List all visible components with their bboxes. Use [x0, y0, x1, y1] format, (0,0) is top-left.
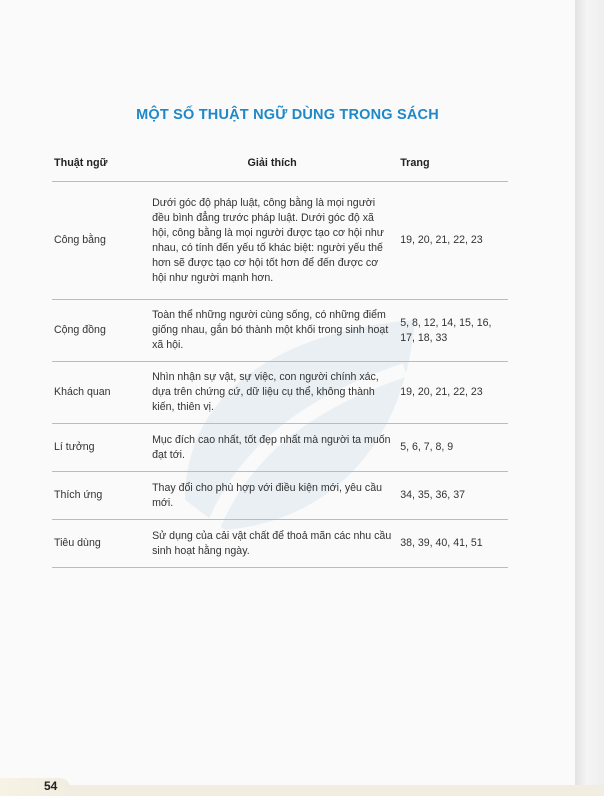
explanation-cell: Thay đổi cho phù hợp với điều kiện mới, yêu cầu mới.: [152, 472, 400, 520]
header-term: Thuật ngữ: [52, 150, 152, 182]
glossary-table: [52, 150, 508, 568]
page-edge: [575, 0, 604, 796]
pages-cell: 5, 6, 7, 8, 9: [400, 424, 508, 472]
explanation-cell: Dưới góc độ pháp luật, công bằng là mọi người đều bình đẳng trước pháp luật. Dưới góc độ xã hội, công bằng là mọi người được tạo cơ hội như nhau, có tính đến yếu tố khác biệt: người yếu thế hơn sẽ được tạo cơ hội tốt hơn để đến được cơ hội như người mạnh hơn.: [152, 182, 400, 300]
pages-cell: 38, 39, 40, 41, 51: [400, 520, 508, 568]
explanation-cell: Mục đích cao nhất, tốt đẹp nhất mà người ta muốn đạt tới.: [152, 424, 400, 472]
explanation-cell: Sử dụng của cải vật chất để thoả mãn các nhu cầu sinh hoạt hằng ngày.: [152, 520, 400, 568]
term-cell: Lí tưởng: [52, 424, 152, 472]
term-cell: Tiêu dùng: [52, 520, 152, 568]
header-pages: Trang: [400, 150, 508, 182]
pages-cell: 5, 8, 12, 14, 15, 16, 17, 18, 33: [400, 300, 508, 362]
table-row: [52, 520, 508, 568]
term-cell: Khách quan: [52, 362, 152, 424]
pages-cell: 19, 20, 21, 22, 23: [400, 362, 508, 424]
table-row: [52, 424, 508, 472]
table-header-row: [52, 150, 508, 182]
term-cell: Cộng đồng: [52, 300, 152, 362]
bottom-strip: [0, 785, 604, 796]
table-row: [52, 362, 508, 424]
table-row: [52, 300, 508, 362]
page-number: 54: [44, 779, 58, 793]
term-cell: Công bằng: [52, 182, 152, 300]
table-row: [52, 472, 508, 520]
term-cell: Thích ứng: [52, 472, 152, 520]
page-title: MỘT SỐ THUẬT NGỮ DÙNG TRONG SÁCH: [136, 107, 439, 123]
table-row: [52, 182, 508, 300]
pages-cell: 34, 35, 36, 37: [400, 472, 508, 520]
pages-cell: 19, 20, 21, 22, 23: [400, 182, 508, 300]
explanation-cell: Toàn thể những người cùng sống, có những điểm giống nhau, gắn bó thành một khối trong sinh hoạt xã hội.: [152, 300, 400, 362]
header-explanation: Giải thích: [152, 150, 400, 182]
explanation-cell: Nhìn nhận sự vật, sự việc, con người chính xác, dựa trên chứng cứ, dữ liệu cụ thể, không thành kiến, thiên vị.: [152, 362, 400, 424]
page-number-tab: [0, 778, 70, 796]
